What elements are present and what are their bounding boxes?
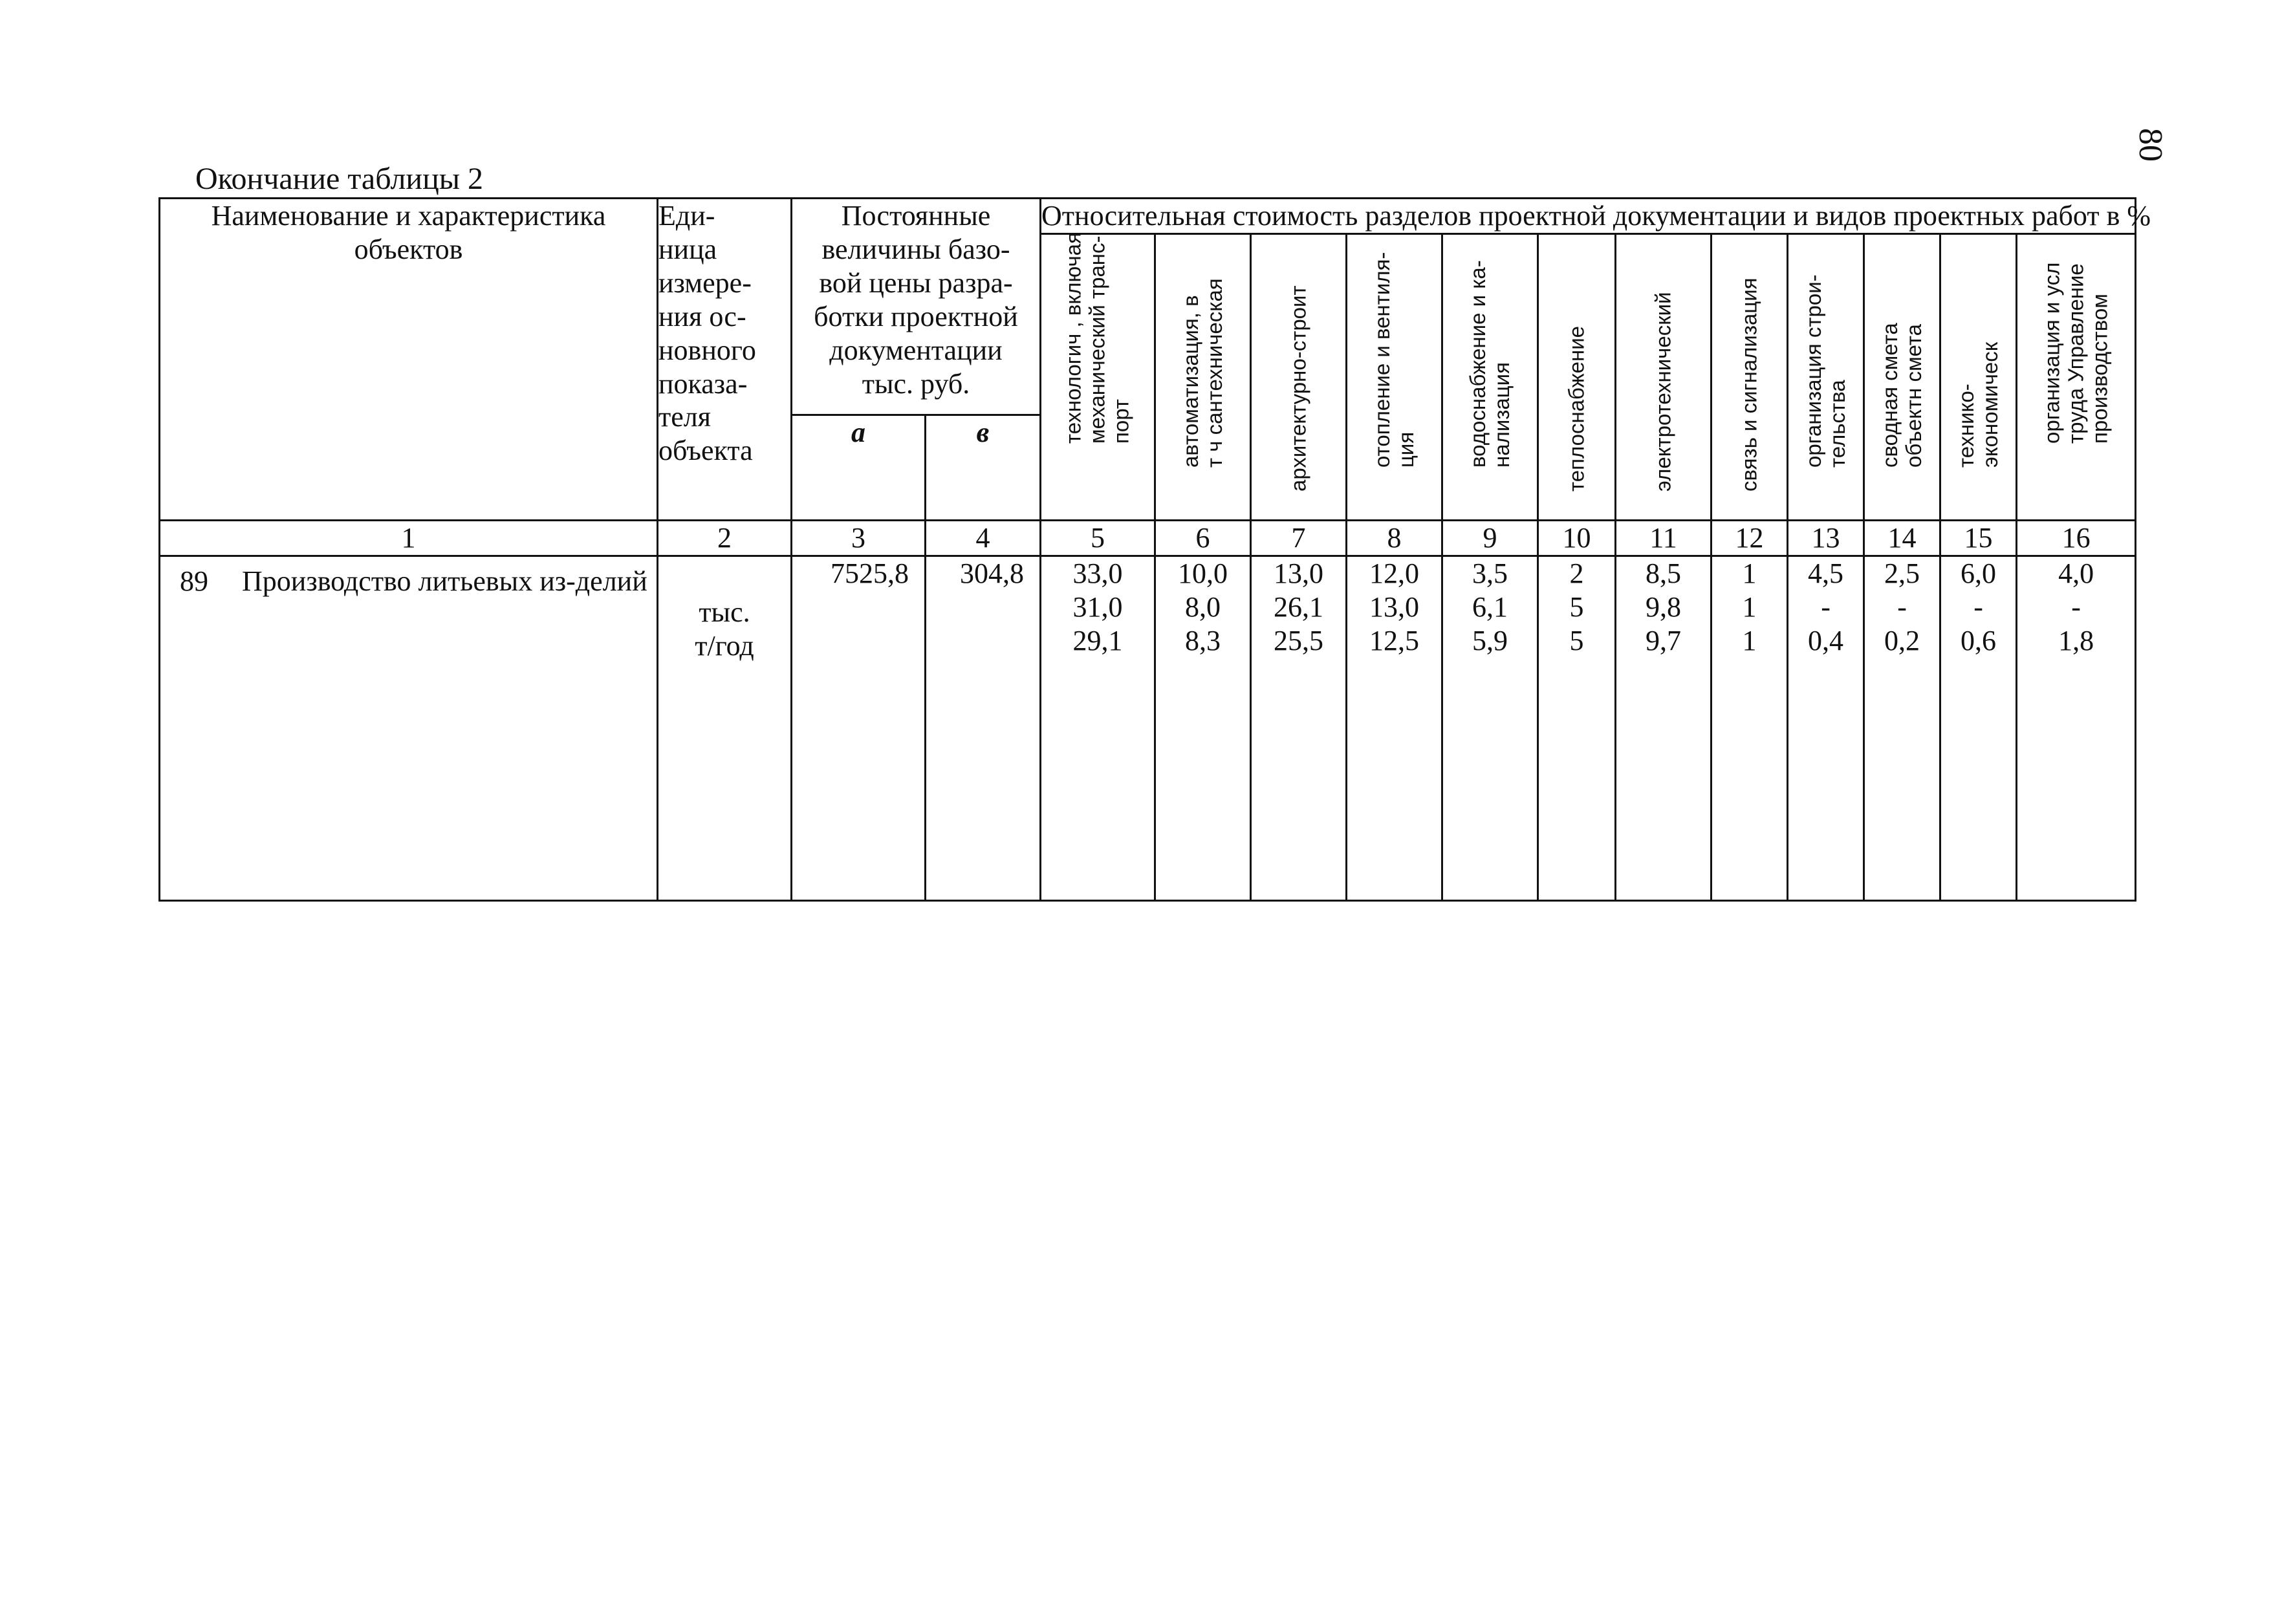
value: 33,0: [1072, 557, 1123, 589]
value: 29,1: [1072, 624, 1123, 656]
section-line: механический транс-: [1085, 235, 1109, 444]
header-section-11: [1616, 233, 1712, 520]
header-unit-line: ница: [658, 233, 717, 265]
column-number: 6: [1155, 520, 1251, 556]
column-number: 3: [792, 520, 926, 556]
section-line: архитектурно-строит: [1286, 285, 1310, 492]
column-number: 13: [1788, 520, 1864, 556]
header-unit-line: показа-: [658, 367, 748, 400]
section-line: труда Управление: [2063, 263, 2088, 444]
header-unit-line: Еди-: [658, 200, 715, 232]
value-col-15: [1940, 556, 2017, 900]
column-number: 12: [1712, 520, 1788, 556]
header-unit-line: объекта: [658, 435, 753, 467]
value-col-16: [2017, 556, 2136, 900]
value: 5,9: [1472, 624, 1508, 656]
section-line: теплоснабжение: [1564, 325, 1589, 492]
value: 8,0: [1185, 590, 1221, 623]
value: 0,4: [1808, 624, 1844, 656]
header-section-13: [1788, 233, 1864, 520]
column-number: 15: [1940, 520, 2017, 556]
header-sub-a: а: [792, 415, 926, 520]
value: 4,0: [2058, 557, 2094, 589]
header-section-6: [1155, 233, 1251, 520]
header-section-15: [1940, 233, 2017, 520]
header-unit-line: ния ос-: [658, 300, 746, 332]
value: 4,5: [1808, 557, 1844, 589]
value: -: [2071, 590, 2081, 623]
cost-table: [158, 197, 2151, 902]
section-line: отопление и вентиля-: [1369, 252, 1394, 468]
column-number: 4: [926, 520, 1041, 556]
section-line: автоматизация, в: [1178, 295, 1202, 468]
page-number: 80: [2132, 128, 2169, 162]
value: 6,1: [1472, 590, 1508, 623]
unit-line: тыс.: [699, 596, 750, 628]
value: 8,5: [1646, 557, 1682, 589]
column-number: 11: [1616, 520, 1712, 556]
section-line: организация и усл: [2039, 262, 2064, 444]
value-b: 304,8: [926, 556, 1041, 900]
section-line: организация строи-: [1801, 274, 1825, 468]
value: 5: [1569, 624, 1584, 656]
header-const-line: ботки проектной: [814, 300, 1018, 332]
header-section-5: [1041, 233, 1155, 520]
value: 12,0: [1369, 557, 1420, 589]
value: 0,2: [1884, 624, 1920, 656]
value-col-14: [1864, 556, 1940, 900]
value: -: [1897, 590, 1907, 623]
value-col-10: [1538, 556, 1616, 900]
value: 12,5: [1369, 624, 1420, 656]
section-line: технико-: [1953, 384, 1978, 468]
value-col-6: [1155, 556, 1251, 900]
table-row: [160, 556, 2136, 900]
header-unit-line: теля: [658, 401, 711, 433]
section-line: ция: [1393, 431, 1418, 468]
column-number: 5: [1041, 520, 1155, 556]
value-col-11: [1616, 556, 1712, 900]
column-number: 2: [658, 520, 792, 556]
value: 31,0: [1072, 590, 1123, 623]
value: 10,0: [1178, 557, 1228, 589]
section-line: порт: [1109, 399, 1133, 444]
value-col-8: [1347, 556, 1442, 900]
header-section-9: [1442, 233, 1538, 520]
column-number: 16: [2017, 520, 2136, 556]
header-const-line: тыс. руб.: [862, 367, 970, 400]
header-constants: [792, 199, 1041, 415]
section-line: технологич , включая: [1061, 232, 1085, 444]
value-col-5: [1041, 556, 1155, 900]
section-line: связь и сигнализация: [1737, 277, 1761, 492]
header-unit-line: измере-: [658, 266, 752, 299]
unit-line: т/год: [695, 629, 754, 662]
value: 3,5: [1472, 557, 1508, 589]
section-line: т ч сантехническая: [1202, 278, 1226, 468]
value: -: [1821, 590, 1831, 623]
header-section-7: [1251, 233, 1347, 520]
object-name: Производство литьевых из-делий: [242, 565, 647, 597]
value: 25,5: [1274, 624, 1324, 656]
value: 9,7: [1646, 624, 1682, 656]
value: 9,8: [1646, 590, 1682, 623]
header-unit-line: новного: [658, 334, 756, 366]
column-number: 14: [1864, 520, 1940, 556]
column-number: 9: [1442, 520, 1538, 556]
header-unit: [658, 199, 792, 521]
value-col-7: [1251, 556, 1347, 900]
header-const-line: вой цены разра-: [819, 266, 1013, 299]
header-section-14: [1864, 233, 1940, 520]
column-number: 1: [160, 520, 658, 556]
object-number: 89: [180, 565, 208, 597]
header-relative-cost: Относительная стоимость разделов проектной документации и видов проектных работ в %: [1041, 199, 2136, 234]
header-section-16: [2017, 233, 2136, 520]
header-object-name: Наименование и характеристика объектов: [160, 199, 658, 521]
header-section-8: [1347, 233, 1442, 520]
section-line: экономическ: [1977, 341, 2002, 468]
object-cell: [160, 556, 658, 900]
value: 26,1: [1274, 590, 1324, 623]
value: 1: [1742, 624, 1757, 656]
header-const-line: Постоянные: [841, 200, 991, 232]
value: 5: [1569, 590, 1584, 623]
value: 2,5: [1884, 557, 1920, 589]
section-line: сводная смета: [1877, 323, 1902, 468]
header-const-line: документации: [829, 334, 1003, 366]
column-number: 7: [1251, 520, 1347, 556]
column-number: 10: [1538, 520, 1616, 556]
value: 6,0: [1961, 557, 1997, 589]
value: 13,0: [1369, 590, 1420, 623]
value: 0,6: [1961, 624, 1997, 656]
value: 2: [1569, 557, 1584, 589]
column-number: 8: [1347, 520, 1442, 556]
value: 13,0: [1274, 557, 1324, 589]
section-line: электротехнический: [1651, 292, 1675, 492]
value-col-9: [1442, 556, 1538, 900]
value: -: [1973, 590, 1983, 623]
section-line: объектн смета: [1901, 324, 1926, 468]
value: 1,8: [2058, 624, 2094, 656]
unit-cell: [658, 556, 792, 900]
value: 8,3: [1185, 624, 1221, 656]
header-section-10: [1538, 233, 1616, 520]
header-const-line: величины базо-: [821, 233, 1010, 265]
section-line: нализация: [1489, 362, 1514, 468]
column-number-row: [160, 520, 2136, 556]
section-line: производством: [2087, 294, 2112, 444]
value-col-12: [1712, 556, 1788, 900]
header-sub-b: в: [926, 415, 1041, 520]
value: 1: [1742, 557, 1757, 589]
section-line: тельства: [1825, 380, 1849, 468]
section-line: водоснабжение и ка-: [1465, 260, 1490, 468]
header-section-12: [1712, 233, 1788, 520]
table-caption: Окончание таблицы 2: [195, 162, 484, 196]
value-a: 7525,8: [792, 556, 926, 900]
value-col-13: [1788, 556, 1864, 900]
value: 1: [1742, 590, 1757, 623]
